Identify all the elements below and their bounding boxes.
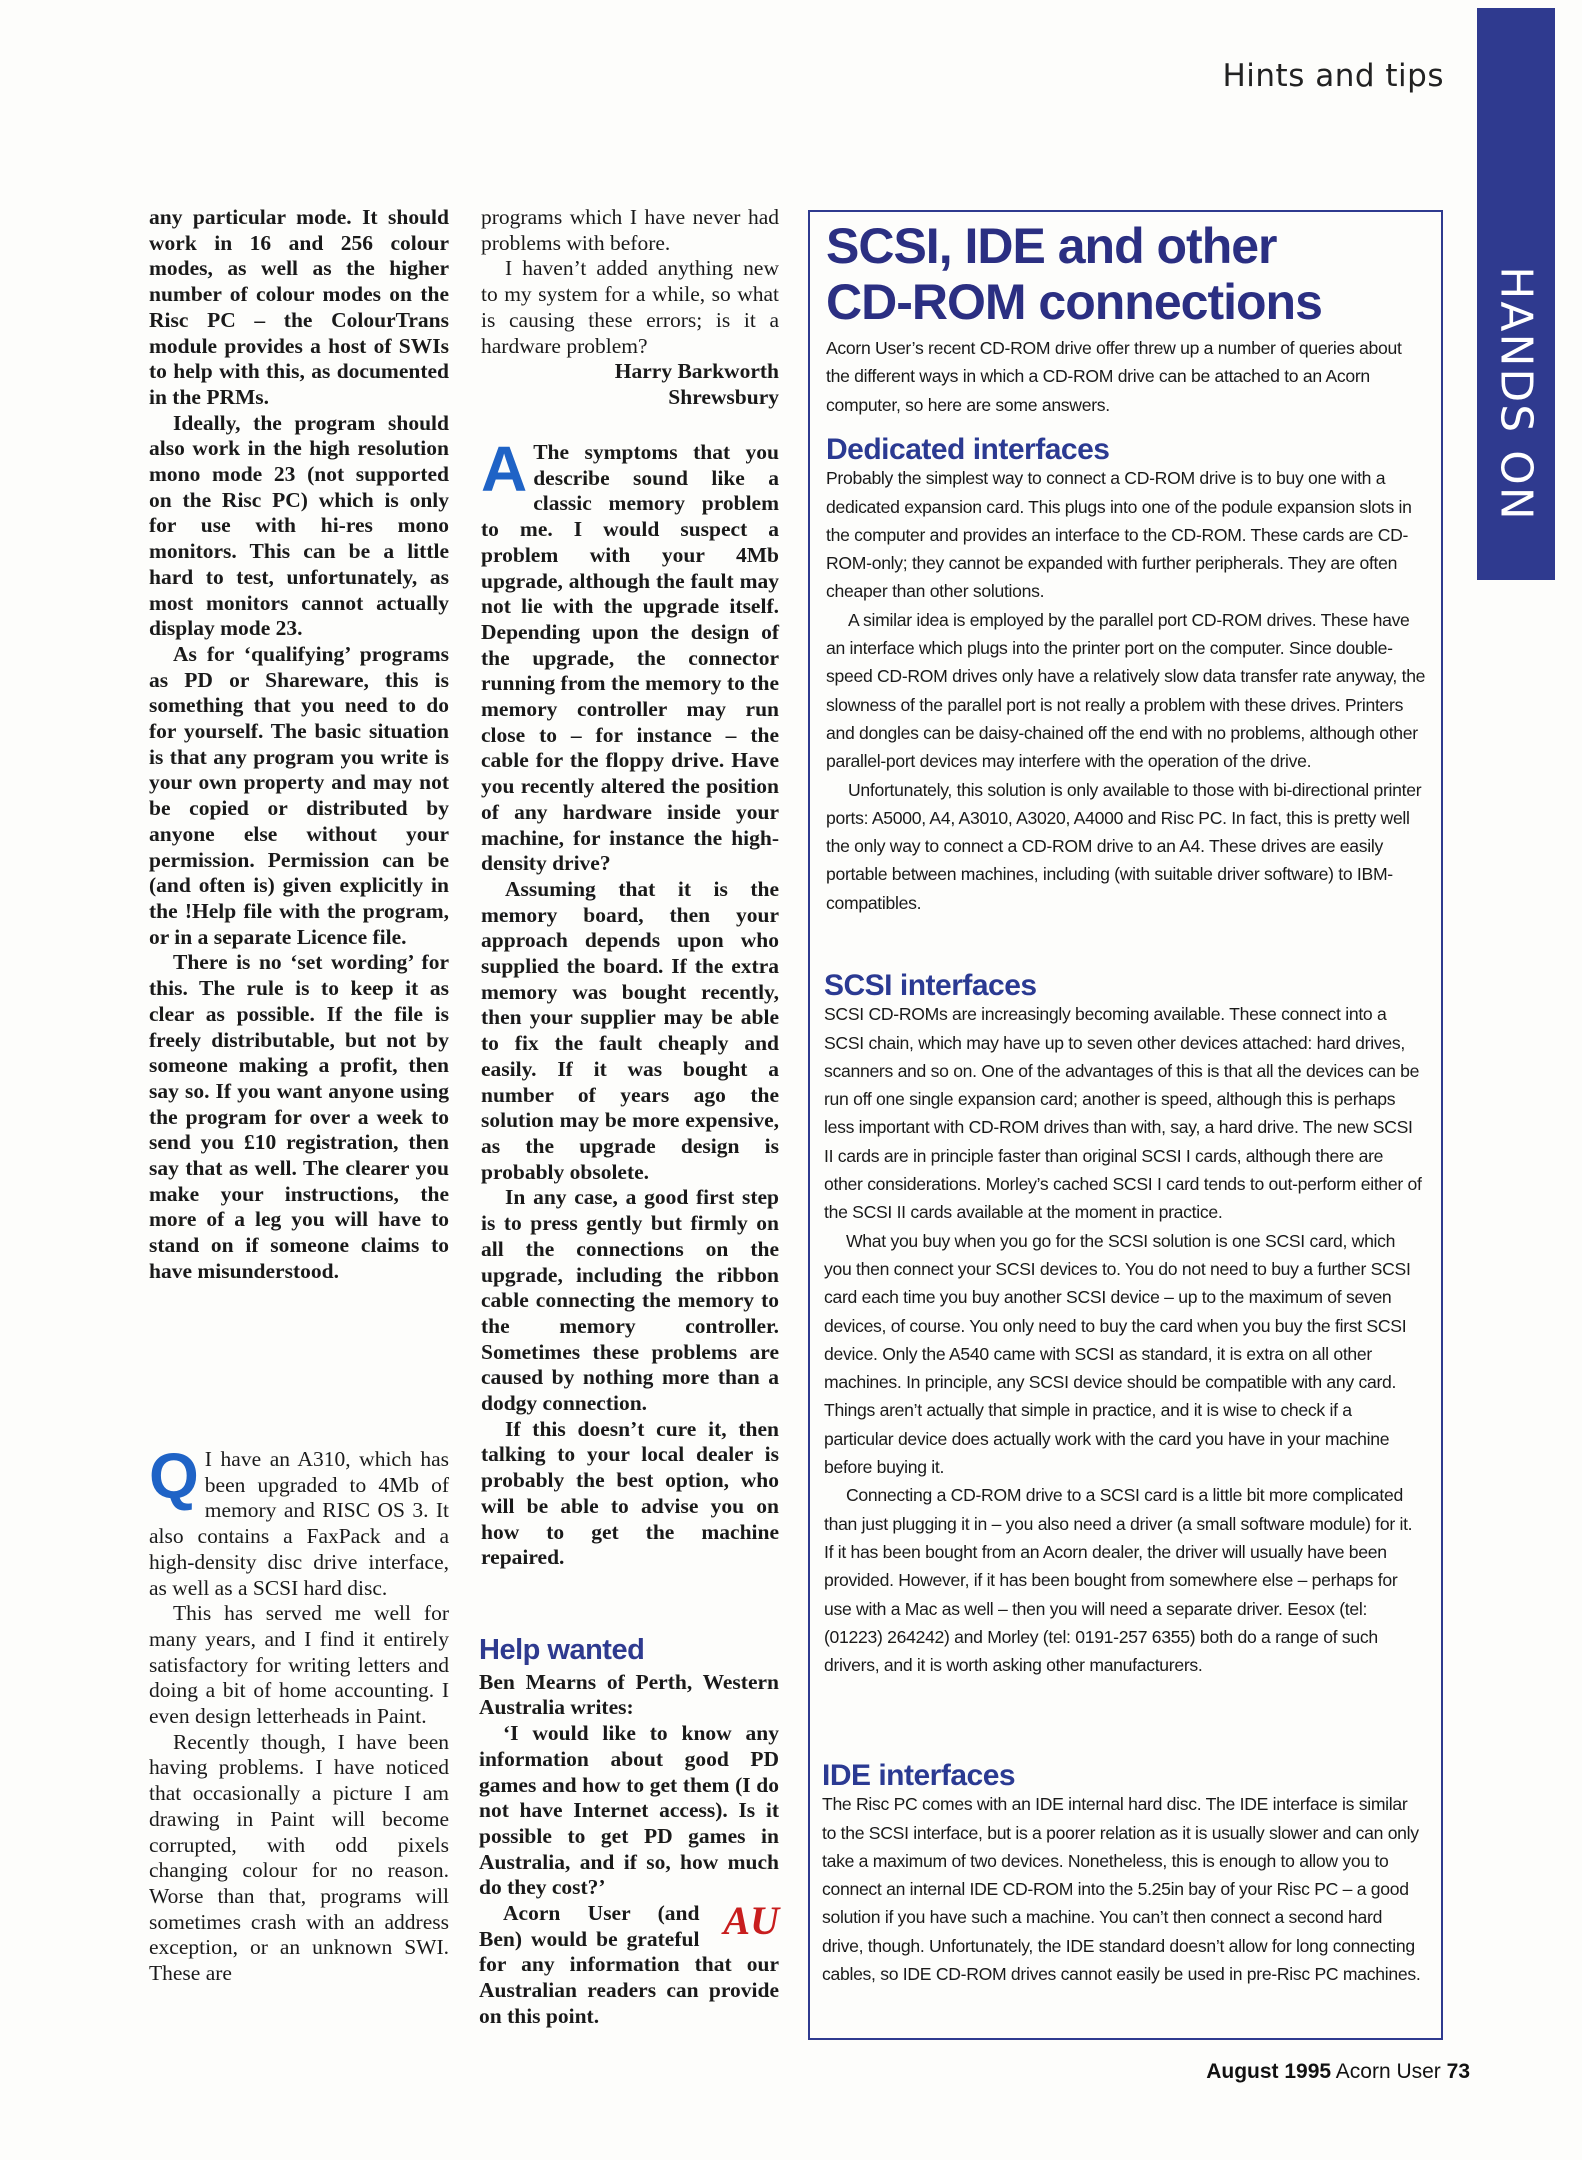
paragraph xyxy=(479,1898,779,2030)
help-wanted-heading: Help wanted xyxy=(479,1634,645,1666)
box-title-line: CD-ROM connections xyxy=(826,274,1322,330)
section-dedicated xyxy=(826,433,1426,917)
paragraph: As for ‘qualifying’ programs as PD or Shareware, this is something that you need to do for yourself. The basic situation is that any program you write is your own property and may not be copied or distributed by anyone else without your permission. Permission can be (and often is) given explicitly in the !Help file with the program, or in a separate Licence file. xyxy=(149,641,449,949)
section-heading: SCSI interfaces xyxy=(824,969,1037,1002)
magazine-name: Acorn User xyxy=(1335,2060,1441,2083)
paragraph: What you buy when you go for the SCSI solution is one SCSI card, which you then connect your SCSI devices to. You do not need to buy a further SCSI card each time you buy another SCSI device – up to the maximum of seven devices, of course. You only need to buy the card when you buy the first SCSI device. Only the A540 came with SCSI as standard, it is extra on all other machines. In principle, any SCSI device should be compatible with any card. Things aren’t actually that simple in practice, and it is wise to check if a particular device does actually work with the card you have in your machine before buying it. xyxy=(824,1230,1411,1478)
section-title: Hints and tips xyxy=(1222,58,1444,94)
question-continued xyxy=(481,205,779,411)
paragraph: Recently though, I have been having problems. I have noticed that occasionally a picture I am drawing in Paint will become corrupted, with odd pixels changing colour for no reason. Worse than that, programs will sometimes crash with an address exception, or an unknown SWI. These are xyxy=(149,1729,449,1986)
issue-date: August 1995 xyxy=(1206,2060,1332,2083)
paragraph: Unfortunately, this solution is only available to those with bi-directional printer ports: A5000, A4, A3010, A3020, A4000 and Risc PC. In fact, this is pretty well the only way to connect a CD-ROM drive to an A4. These drives are easily portable between machines, including (with suitable driver software) to IBM-compatibles. xyxy=(826,779,1422,913)
section-ide xyxy=(822,1759,1422,1988)
paragraph: any particular mode. It should work in 16 and 256 colour modes, as well as the higher number of colour modes on the Risc PC – the ColourTrans module provides a host of SWIs to help with this, as documented in the PRMs. xyxy=(149,205,449,409)
paragraph: Ben Mearns of Perth, Western Australia writes: xyxy=(479,1669,779,1720)
acorn-user-end-logo: AU xyxy=(723,1898,779,1944)
help-wanted xyxy=(479,1634,779,2030)
page-number: 73 xyxy=(1446,2060,1470,2083)
paragraph: Assuming that it is the memory board, then your approach depends upon who supplied the board. If the extra memory was bought recently, then your supplier may be able to fix the fault cheaply and easily. If it was bought a number of years ago the solution may be more expensive, as the upgrade design is probably obsolete. xyxy=(481,876,779,1184)
paragraph: In any case, a good first step is to press gently but firmly on all the connections on the upgrade, including the ribbon cable connecting the memory to the memory controller. Sometimes these problems are caused by nothing more than a dodgy connection. xyxy=(481,1185,779,1416)
box-title-line: SCSI, IDE and other xyxy=(826,218,1277,274)
hands-on-tab xyxy=(1477,8,1555,580)
paragraph: The symptoms that you describe sound like a classic memory problem to me. I would suspect a problem with your 4Mb upgrade, although the fault may not lie with the upgrade itself. Depending upon the design of the upgrade, the connector running from the memory to the memory controller may run close to – for instance – the cable for the floppy drive. Have you recently altered the position of any hardware inside your machine, for instance the high-density drive? xyxy=(481,440,779,876)
section-scsi xyxy=(824,969,1424,1679)
paragraph: Probably the simplest way to connect a CD-ROM drive is to buy one with a dedicated expansion card. This plugs into one of the podule expansion slots in the computer and provides an interface to the CD-ROM. These cards are CD-ROM-only; they cannot be expanded with further peripherals. They are often cheaper than other solutions. xyxy=(826,468,1412,602)
paragraph: This has served me well for many years, and I find it entirely satisfactory for writing letters and doing a bit of home accounting. I even design letterheads in Paint. xyxy=(149,1601,449,1729)
box-title xyxy=(826,218,1322,330)
column-1-answer xyxy=(149,205,449,1285)
section-heading: IDE interfaces xyxy=(822,1759,1016,1792)
signature-place: Shrewsbury xyxy=(668,384,779,409)
paragraph: I haven’t added anything new to my system for a while, so what is causing these errors; is it a hardware problem? xyxy=(481,256,779,358)
paragraph: Connecting a CD-ROM drive to a SCSI card is a little bit more complicated than just plugging it in – you also need a driver (a small software module) for it. If it has been bought from an Acorn dealer, the driver will usually have been provided. However, if it has been bought from somewhere else – perhaps for use with a Mac as well – then you will need a separate driver. Eesox (tel: (01223) 264242) and Morley (tel: 0191-257 6355) both do a range of such drivers, and it is worth asking other manufacturers. xyxy=(824,1485,1413,1676)
a-drop-cap: A xyxy=(481,433,528,505)
paragraph-text: Acorn User (and Ben) would be grateful for any information that our Australian readers can provide on this point. xyxy=(479,1901,779,2028)
reader-question xyxy=(149,1440,449,1987)
section-heading: Dedicated interfaces xyxy=(826,433,1110,466)
paragraph: ‘I would like to know any information about good PD games and how to get them (I do not have Internet access). Is it possible to get PD games in Australia, and if so, how much do they cost?’ xyxy=(479,1721,779,1900)
page-footer xyxy=(1150,2060,1470,2084)
paragraph: programs which I have never had problems with before. xyxy=(481,205,779,255)
q-drop-cap: Q xyxy=(149,1440,199,1512)
answer xyxy=(481,433,779,1571)
paragraph: If this doesn’t cure it, then talking to your local dealer is probably the best option, who will be able to advise you on how to get the machine repaired. xyxy=(481,1416,779,1570)
paragraph: SCSI CD-ROMs are increasingly becoming available. These connect into a SCSI chain, which may have up to seven other devices attached: hard drives, scanners and so on. One of the advantages of this is that all the devices can be run off one single expansion card; another is speed, although this is perhaps less important with CD-ROM drives than with, say, a hard drive. The new SCSI II cards are in principle faster than original SCSI I cards, although there are other considerations. Morley’s cached SCSI I card tends to out-perform either of the SCSI II cards available at the moment in practice. xyxy=(824,1004,1422,1223)
paragraph: There is no ‘set wording’ for this. The rule is to keep it as clear as possible. If the file is freely distributable, but not by someone making a profit, then say so. If you want anyone using the program for over a week to send you £10 registration, then say that as well. The clearer you make your instructions, the more of a leg you will have to stand on if someone claims to have misunderstood. xyxy=(149,950,449,1283)
box-intro xyxy=(826,334,1426,419)
paragraph: I have an A310, which has been upgraded to 4Mb of memory and RISC OS 3. It also contains a FaxPack and a high-density disc drive interface, as well as a SCSI hard disc. xyxy=(149,1447,449,1600)
signature-name: Harry Barkworth xyxy=(614,359,779,384)
paragraph: Acorn User’s recent CD-ROM drive offer threw up a number of queries about the different ways in which a CD-ROM drive can be attached to an Acorn computer, so here are some answers. xyxy=(826,338,1402,415)
paragraph: The Risc PC comes with an IDE internal hard disc. The IDE interface is similar to the SCSI interface, but is a poorer relation as it is usually slower and can only take a maximum of two devices. Nonetheless, this is enough to allow you to connect an internal IDE CD-ROM into the 5.25in bay of your Risc PC – a good solution if you have such a machine. You can’t then connect a second hard drive, though. Unfortunately, the IDE standard doesn’t allow for long connecting cables, so IDE CD-ROM drives cannot easily be used in pre-Risc PC machines. xyxy=(822,1794,1421,1985)
paragraph: Ideally, the program should also work in the high resolution mono mode 23 (not supported on the Risc PC) which is only for use with hi-res mono monitors. This can be a little hard to test, unfortunately, as most monitors cannot actually display mode 23. xyxy=(149,410,449,641)
signature xyxy=(481,359,779,410)
paragraph: A similar idea is employed by the parallel port CD-ROM drives. These have an interface which plugs into the printer port on the computer. Since double-speed CD-ROM drives only have a relatively slow data transfer rate anyway, the slowness of the parallel port is not really a problem with these drives. Printers and dongles can be daisy-chained off the end with no problems, although other parallel-port devices may interfere with the operation of the drive. xyxy=(826,609,1426,772)
hands-on-label: HANDS ON xyxy=(1490,266,1542,522)
